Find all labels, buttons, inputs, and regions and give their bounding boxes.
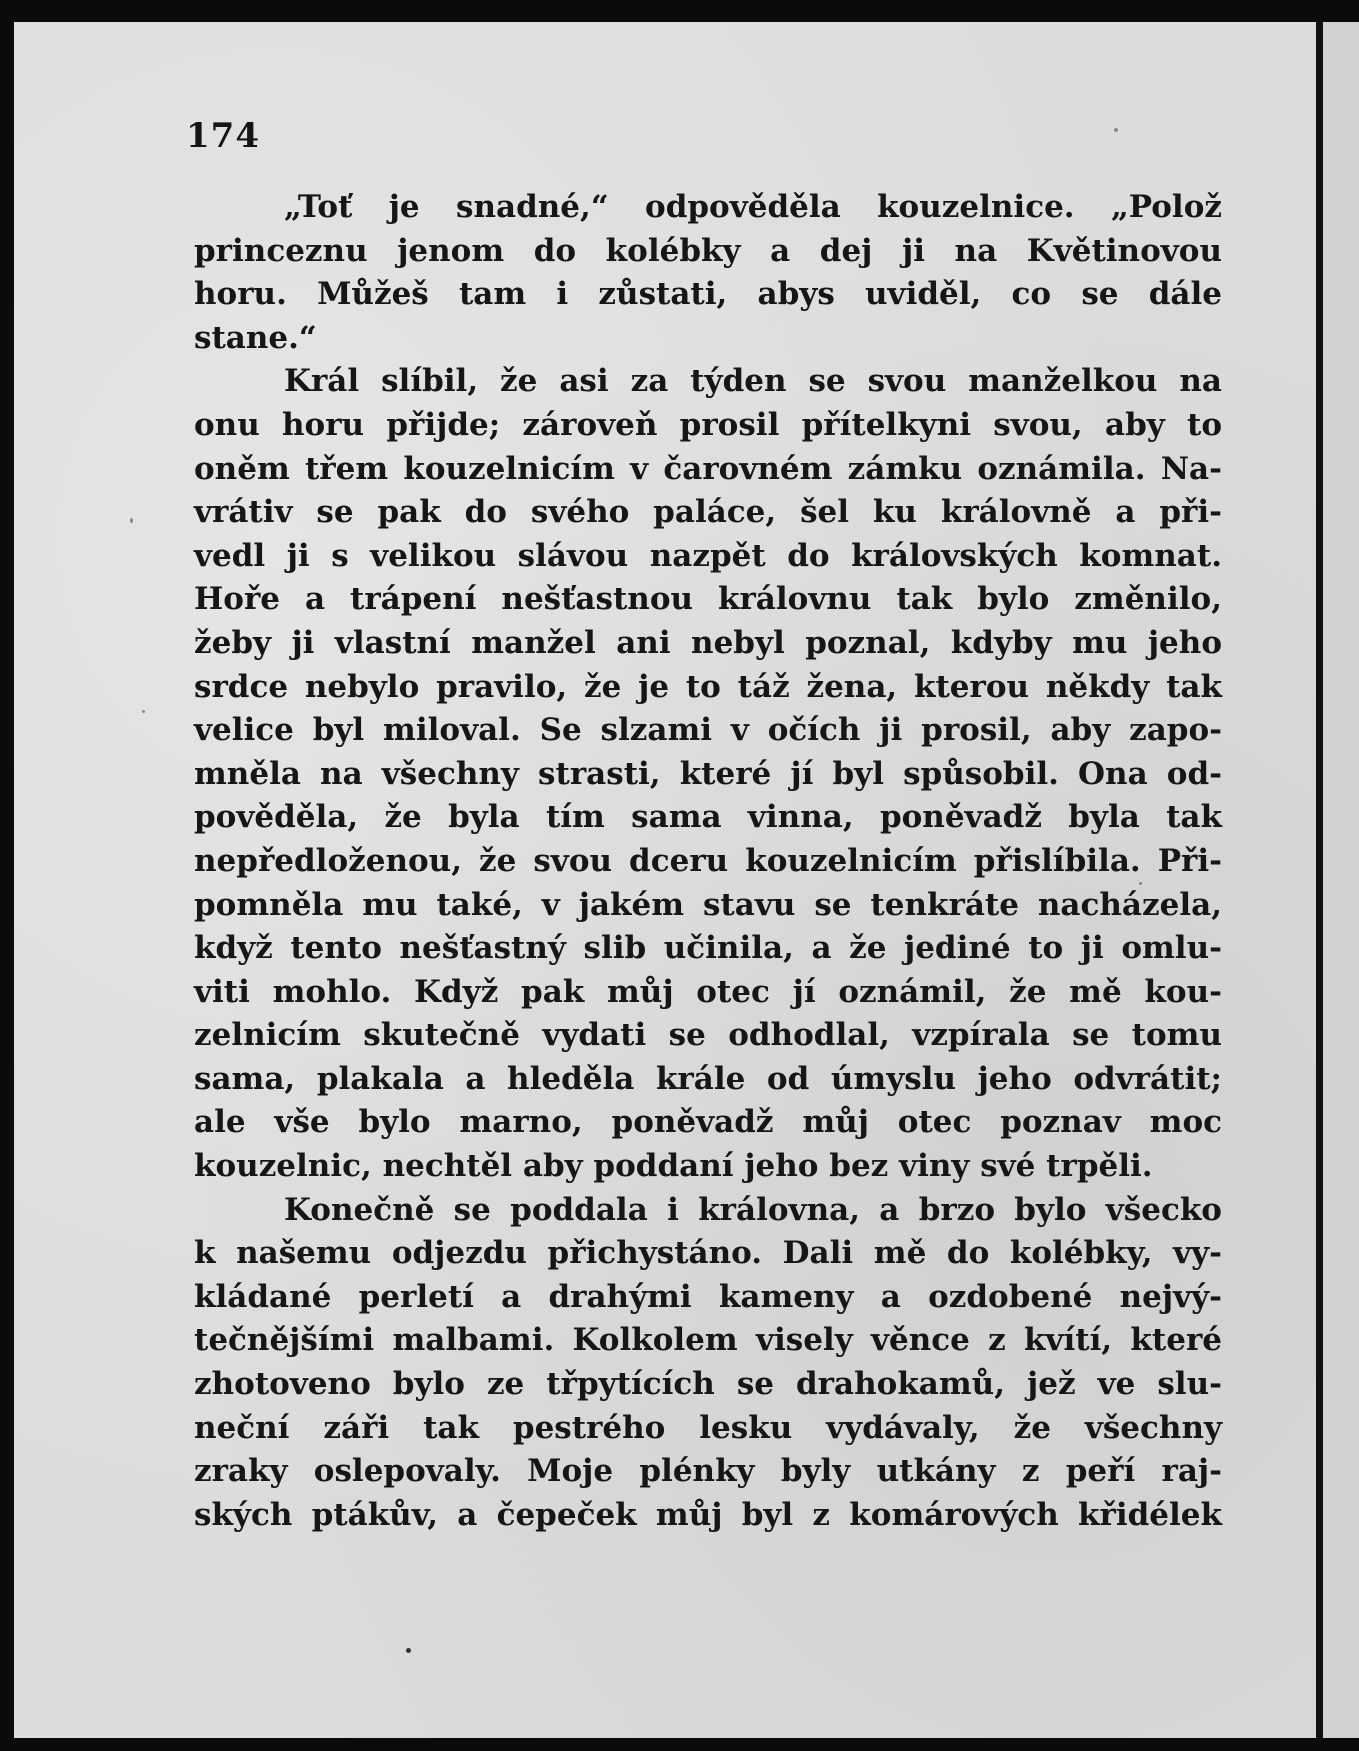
text-line: „Toť je snadné,“ odpověděla kouzelnice. „Polož xyxy=(284,189,1222,225)
text-line: stane.“ xyxy=(194,319,317,356)
text-line: horu. Můžeš tam i zůstati, abys uviděl, co se dále xyxy=(194,276,1222,313)
adjacent-page-edge xyxy=(1323,22,1359,1738)
text-line: onu horu přijde; zároveň prosil přítelkyni svou, aby to xyxy=(194,406,1222,443)
text-line: tečnějšími malbami. Kolkolem visely věnce z kvítí, které xyxy=(194,1322,1222,1359)
text-line: k našemu odjezdu přichystáno. Dali mě do kolébky, vy- xyxy=(194,1235,1222,1272)
text-line: žeby ji vlastní manžel ani nebyl poznal, kdyby mu jeho xyxy=(194,624,1222,661)
paper-speck xyxy=(1114,128,1118,132)
paper-speck xyxy=(1139,882,1142,885)
text-line: zraky oslepovaly. Moje plénky byly utkány z peří raj- xyxy=(194,1453,1222,1490)
text-line: zelnicím skutečně vydati se odhodlal, vzpírala se tomu xyxy=(194,1017,1222,1054)
text-line: pověděla, že byla tím sama vinna, poněvadž byla tak xyxy=(194,799,1222,836)
text-line: když tento nešťastný slib učinila, a že jediné to ji omlu- xyxy=(194,930,1222,967)
paper-speck xyxy=(142,710,145,713)
text-line: vedl ji s velikou slávou nazpět do královských komnat. xyxy=(194,537,1222,574)
text-line: Hoře a trápení nešťastnou královnu tak bylo změnilo, xyxy=(194,581,1222,618)
text-line: kládané perletí a drahými kameny a ozdobené nejvý- xyxy=(194,1278,1222,1315)
text-line: Konečně se poddala i královna, a brzo bylo všecko xyxy=(284,1191,1222,1228)
paper-speck xyxy=(130,518,133,523)
text-line: vrátiv se pak do svého paláce, šel ku královně a při- xyxy=(194,494,1222,531)
text-line: srdce nebylo pravilo, že je to táž žena, kterou někdy tak xyxy=(194,668,1222,705)
text-line: sama, plakala a hleděla krále od úmyslu jeho odvrátit; xyxy=(194,1060,1222,1097)
text-line: princeznu jenom do kolébky a dej ji na Květinovou xyxy=(194,232,1222,269)
page-gutter xyxy=(1316,22,1323,1738)
text-line: velice byl miloval. Se slzami v očích ji prosil, aby zapo- xyxy=(194,712,1222,749)
body-text xyxy=(194,186,1222,1537)
text-line: nepředloženou, že svou dceru kouzelnicím přislíbila. Při- xyxy=(194,842,1222,879)
text-line: kouzelnic, nechtěl aby poddaní jeho bez viny své trpěli. xyxy=(194,1148,1153,1185)
page-number: 174 xyxy=(186,116,260,156)
text-line: zhotoveno bylo ze třpytících se drahokamů, jež ve slu- xyxy=(194,1366,1222,1403)
text-line: oněm třem kouzelnicím v čarovném zámku oznámila. Na- xyxy=(194,450,1222,487)
text-line: Král slíbil, že asi za týden se svou manželkou na xyxy=(284,363,1222,400)
text-line: ských ptákův, a čepeček můj byl z komárových křidélek xyxy=(194,1496,1222,1533)
text-line: neční záři tak pestrého lesku vydávaly, že všechny xyxy=(194,1409,1222,1446)
text-line: pomněla mu také, v jakém stavu se tenkráte nacházela, xyxy=(194,886,1222,923)
text-line: mněla na všechny strasti, které jí byl spůsobil. Ona od- xyxy=(194,755,1222,792)
text-line: viti mohlo. Když pak můj otec jí oznámil, že mě kou- xyxy=(194,973,1222,1010)
text-line: ale vše bylo marno, poněvadž můj otec poznav moc xyxy=(194,1104,1222,1141)
paper-speck xyxy=(406,1648,411,1653)
book-page xyxy=(14,22,1316,1738)
